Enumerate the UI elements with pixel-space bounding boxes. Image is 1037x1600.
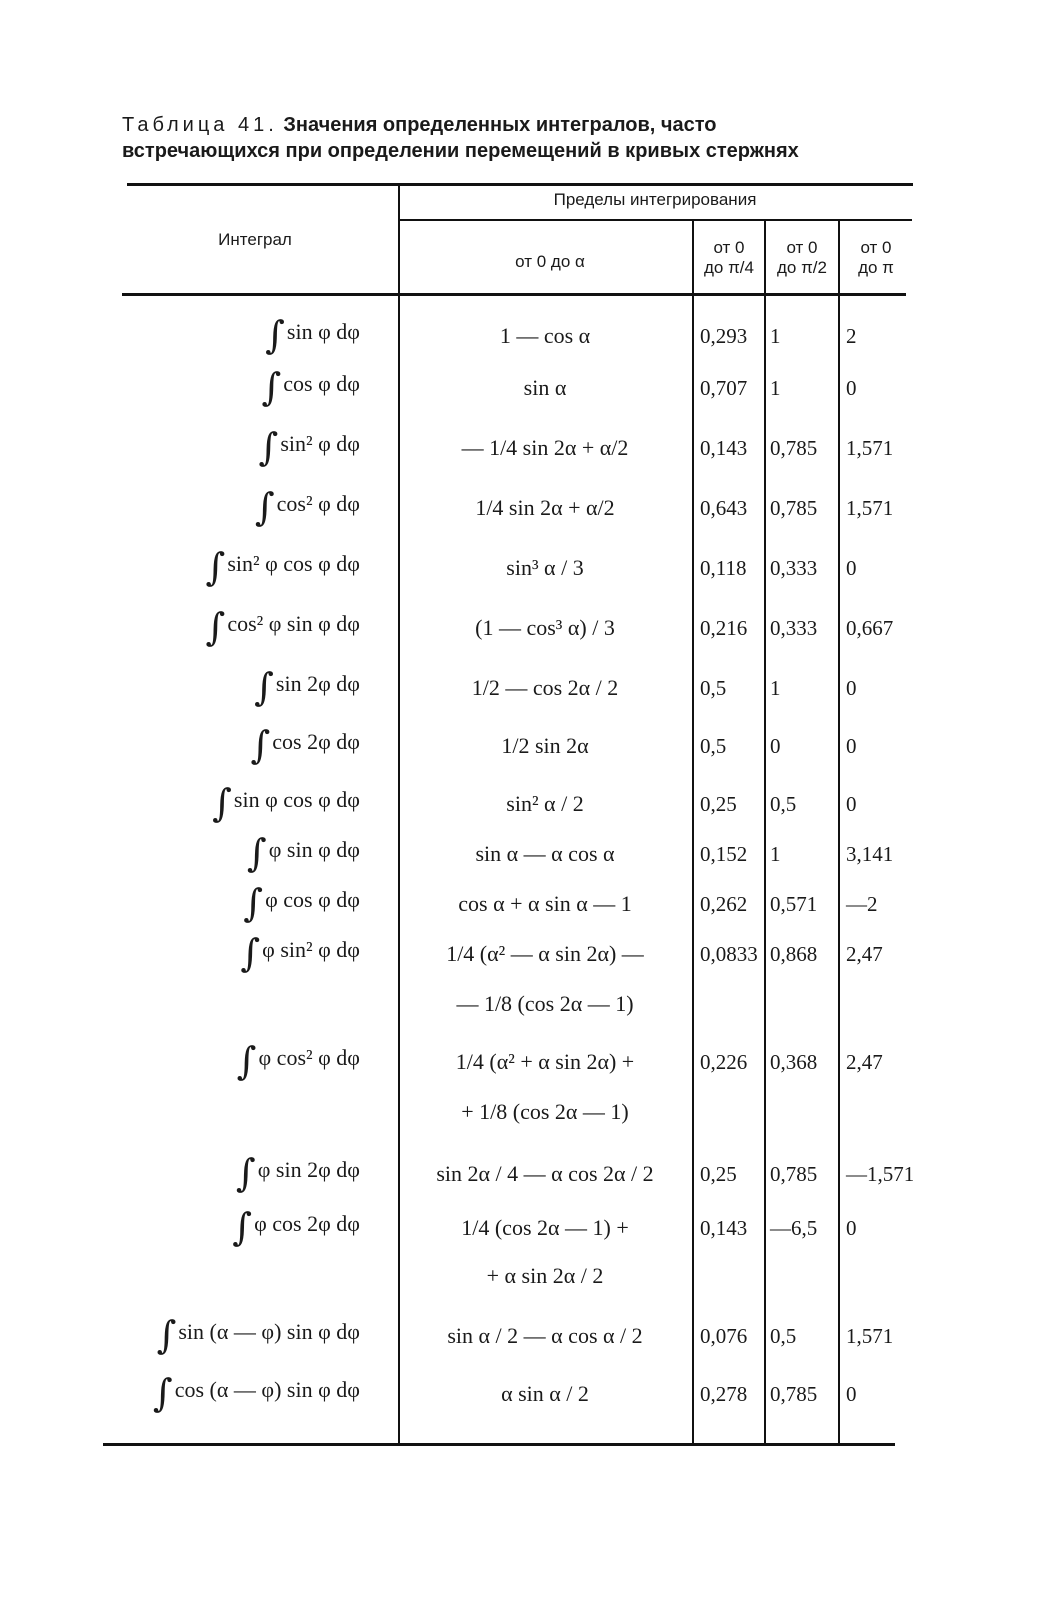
integrand: sin (α — φ) sin φ dφ <box>178 1319 360 1344</box>
value-pi2: 0,785 <box>770 1382 818 1406</box>
integral-cell <box>110 723 360 767</box>
value-pi2: 0,785 <box>770 436 818 460</box>
col-divider-pi2 <box>838 221 840 1443</box>
value-pi2: 1 <box>770 376 781 400</box>
col-divider-alpha <box>692 221 694 1443</box>
header-pi2-line-b: до π/2 <box>776 258 827 277</box>
value-pi4: 0,076 <box>700 1324 748 1348</box>
result-line: 1/4 (α² — α sin 2α) — <box>446 941 644 966</box>
caption-title-1: Значения определенных интегралов, часто <box>283 114 717 136</box>
col-divider-pi4 <box>764 221 766 1443</box>
value-pi4: 0,25 <box>700 792 737 816</box>
result-line: + 1/8 (cos 2α — 1) <box>461 1099 629 1124</box>
integral-cell <box>110 365 360 409</box>
integral-sign-icon: ∫ <box>235 1151 256 1195</box>
result-line: 1/2 — cos 2α / 2 <box>471 675 619 700</box>
value-pi: 0 <box>846 1216 857 1240</box>
integrand: φ cos² φ dφ <box>258 1045 360 1070</box>
value-pi4: 0,152 <box>700 842 748 866</box>
integral-sign-icon: ∫ <box>265 313 285 357</box>
integral-cell <box>110 1151 360 1195</box>
value-pi: 0 <box>846 676 857 700</box>
integral-cell <box>110 831 360 875</box>
result-line: 1/4 (cos 2α — 1) + <box>461 1215 629 1240</box>
integrand: φ sin² φ dφ <box>262 937 360 962</box>
integrand: sin 2φ dφ <box>275 671 360 696</box>
value-pi2: 0,571 <box>770 892 818 916</box>
integrand: φ cos 2φ dφ <box>254 1211 360 1236</box>
value-pi2: 1 <box>770 676 781 700</box>
caption-label: Таблица 41. <box>122 114 278 136</box>
result-line: sin α / 2 — α cos α / 2 <box>447 1323 643 1348</box>
value-pi4: 0,226 <box>700 1050 748 1074</box>
integrand: φ cos φ dφ <box>265 887 360 912</box>
integral-cell <box>110 485 360 529</box>
value-pi: 0 <box>846 792 857 816</box>
caption-line-2: встречающихся при определении перемещений в кривых стержнях <box>122 140 799 162</box>
integrand: cos² φ sin φ dφ <box>227 611 360 636</box>
result-cell <box>405 792 685 816</box>
value-pi2: —6,5 <box>770 1216 818 1240</box>
value-pi2: 1 <box>770 842 781 866</box>
header-pi4-line-a: от 0 <box>713 238 745 257</box>
integrand: sin² φ cos φ dφ <box>227 551 360 576</box>
value-pi2: 0,785 <box>770 496 818 520</box>
value-pi4: 0,216 <box>700 616 748 640</box>
value-pi4: 0,143 <box>700 1216 748 1240</box>
result-line: 1/2 sin 2α <box>501 733 589 758</box>
integrand: φ sin φ dφ <box>268 837 360 862</box>
header-pi-line-a: от 0 <box>860 238 892 257</box>
value-pi2: 0,5 <box>770 792 797 816</box>
header-from0-to-pi <box>840 238 912 278</box>
integral-sign-icon: ∫ <box>152 1371 173 1415</box>
integral-sign-icon: ∫ <box>205 605 226 649</box>
result-line: sin α <box>523 375 567 400</box>
result-cell <box>405 1216 685 1288</box>
header-pi4-line-b: до π/4 <box>703 258 754 277</box>
value-pi: 1,571 <box>846 1324 894 1348</box>
integral-sign-icon: ∫ <box>156 1313 177 1357</box>
result-line: 1 — cos α <box>499 323 591 348</box>
integral-cell <box>110 1313 360 1357</box>
integral-cell <box>110 313 360 357</box>
value-pi: 0 <box>846 376 857 400</box>
integral-cell <box>110 1371 360 1415</box>
value-pi4: 0,118 <box>700 556 747 580</box>
integrand: cos 2φ dφ <box>272 729 360 754</box>
result-cell <box>405 436 685 460</box>
value-pi4: 0,293 <box>700 324 748 348</box>
result-cell <box>405 1382 685 1406</box>
value-pi2: 1 <box>770 324 781 348</box>
value-pi4: 0,25 <box>700 1162 737 1186</box>
integral-sign-icon: ∫ <box>236 1039 257 1083</box>
top-rule <box>127 183 913 186</box>
integral-sign-icon: ∫ <box>254 485 275 529</box>
integrand: sin² φ dφ <box>280 431 360 456</box>
integral-sign-icon: ∫ <box>261 365 282 409</box>
integral-cell <box>110 545 360 589</box>
result-cell <box>405 556 685 580</box>
result-line: sin² α / 2 <box>506 791 584 816</box>
value-pi2: 0,368 <box>770 1050 818 1074</box>
value-pi2: 0,333 <box>770 556 818 580</box>
integrand: cos² φ dφ <box>276 491 360 516</box>
value-pi2: 0,5 <box>770 1324 797 1348</box>
result-line: sin 2α / 4 — α cos 2α / 2 <box>436 1161 654 1186</box>
integrand: cos φ dφ <box>283 371 360 396</box>
value-pi2: 0 <box>770 734 781 758</box>
limits-rule <box>400 219 912 221</box>
value-pi: 0 <box>846 556 857 580</box>
value-pi4: 0,707 <box>700 376 748 400</box>
value-pi: 3,141 <box>846 842 894 866</box>
integral-sign-icon: ∫ <box>250 723 271 767</box>
value-pi2: 0,785 <box>770 1162 818 1186</box>
integral-sign-icon: ∫ <box>258 425 279 469</box>
result-cell <box>405 942 685 1016</box>
value-pi4: 0,278 <box>700 1382 748 1406</box>
bottom-rule <box>103 1443 895 1446</box>
integral-sign-icon: ∫ <box>205 545 226 589</box>
integral-sign-icon: ∫ <box>212 781 232 825</box>
result-cell <box>405 676 685 700</box>
header-bottom-rule <box>122 293 906 296</box>
integral-cell <box>110 1205 360 1249</box>
col-divider-integral <box>398 186 400 1443</box>
header-limits: Пределы интегрирования <box>553 190 757 209</box>
integral-sign-icon: ∫ <box>243 881 264 925</box>
integrand: cos (α — φ) sin φ dφ <box>174 1377 360 1402</box>
header-integral: Интеграл <box>218 230 292 249</box>
result-line: sin³ α / 3 <box>506 555 584 580</box>
header-pi-line-b: до π <box>858 258 894 277</box>
result-cell <box>405 892 685 916</box>
integral-cell <box>110 665 360 709</box>
value-pi: —1,571 <box>846 1162 915 1186</box>
result-line: (1 — cos³ α) / 3 <box>475 615 615 640</box>
value-pi: 0,667 <box>846 616 894 640</box>
value-pi: 2,47 <box>846 1050 883 1074</box>
value-pi4: 0,262 <box>700 892 748 916</box>
value-pi: —2 <box>846 892 878 916</box>
integral-sign-icon: ∫ <box>246 831 267 875</box>
value-pi2: 0,333 <box>770 616 818 640</box>
result-line: cos α + α sin α — 1 <box>458 891 632 916</box>
result-cell <box>405 734 685 758</box>
result-line: 1/4 (α² + α sin 2α) + <box>455 1049 635 1074</box>
integrand: sin φ dφ <box>286 319 360 344</box>
result-line: α sin α / 2 <box>501 1381 589 1406</box>
integral-sign-icon: ∫ <box>232 1205 253 1249</box>
result-cell <box>405 616 685 640</box>
integral-cell <box>110 881 360 925</box>
result-cell <box>405 1162 685 1186</box>
header-from0-to-alpha: от 0 до α <box>515 252 585 271</box>
integral-cell <box>110 425 360 469</box>
integral-cell <box>110 931 360 975</box>
value-pi2: 0,868 <box>770 942 818 966</box>
result-cell <box>405 842 685 866</box>
result-cell <box>405 324 685 348</box>
result-cell <box>405 376 685 400</box>
header-from0-to-pi4 <box>694 238 764 278</box>
value-pi: 2 <box>846 324 857 348</box>
value-pi4: 0,143 <box>700 436 748 460</box>
value-pi4: 0,643 <box>700 496 748 520</box>
integrand: φ sin 2φ dφ <box>257 1157 360 1182</box>
value-pi4: 0,5 <box>700 676 727 700</box>
value-pi: 1,571 <box>846 496 894 520</box>
result-line: sin α — α cos α <box>475 841 615 866</box>
result-cell <box>405 1050 685 1124</box>
integrand: sin φ cos φ dφ <box>233 787 360 812</box>
value-pi: 0 <box>846 734 857 758</box>
integral-cell <box>110 605 360 649</box>
integral-sign-icon: ∫ <box>254 665 274 709</box>
result-cell <box>405 1324 685 1348</box>
result-line: + α sin 2α / 2 <box>486 1263 604 1288</box>
value-pi: 0 <box>846 1382 857 1406</box>
value-pi4: 0,5 <box>700 734 727 758</box>
result-line: 1/4 sin 2α + α/2 <box>475 495 615 520</box>
result-line: — 1/8 (cos 2α — 1) <box>456 991 634 1016</box>
header-pi2-line-a: от 0 <box>786 238 818 257</box>
value-pi: 2,47 <box>846 942 883 966</box>
result-cell <box>405 496 685 520</box>
header-from0-to-pi2 <box>766 238 838 278</box>
value-pi4: 0,0833 <box>700 942 758 966</box>
integral-cell <box>110 781 360 825</box>
integral-sign-icon: ∫ <box>240 931 261 975</box>
value-pi: 1,571 <box>846 436 894 460</box>
integral-cell <box>110 1039 360 1083</box>
result-line: — 1/4 sin 2α + α/2 <box>461 435 629 460</box>
